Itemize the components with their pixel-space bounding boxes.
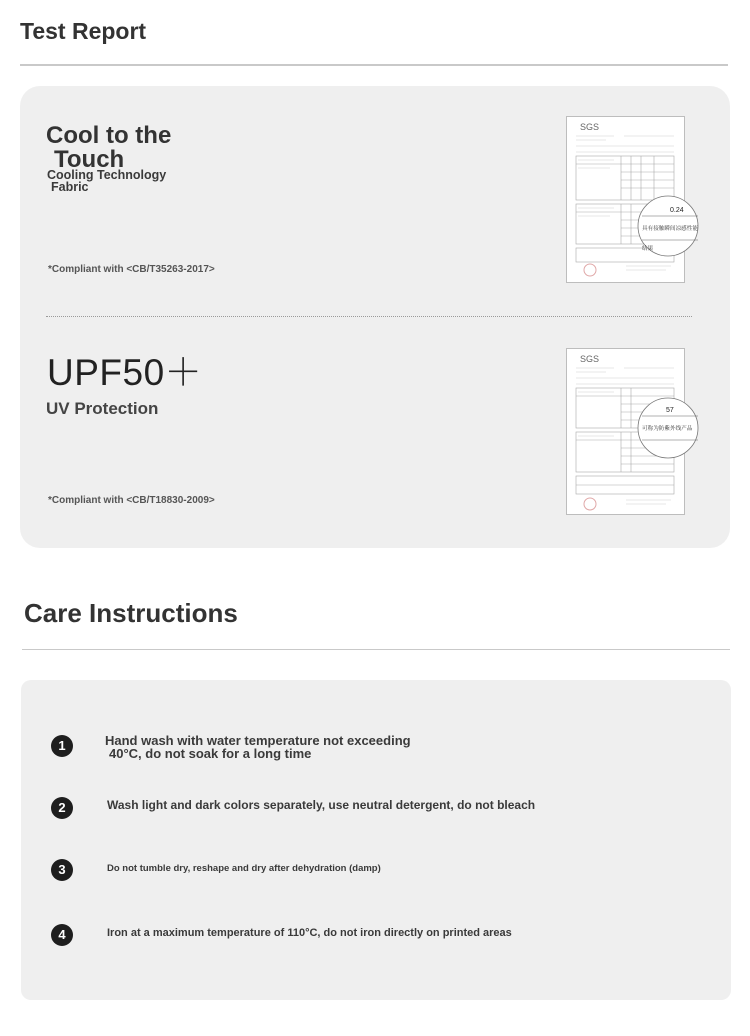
test-report-divider bbox=[20, 64, 728, 66]
sgs-upf-certificate bbox=[566, 348, 693, 518]
care-instructions-panel bbox=[21, 680, 731, 1000]
cert1-value: 0.24 bbox=[670, 207, 684, 214]
cooling-tech-subtitle bbox=[47, 169, 197, 193]
cool-touch-heading-line1: Cool to the bbox=[46, 122, 172, 149]
care-item bbox=[21, 858, 731, 888]
test-report-title: Test Report bbox=[20, 18, 147, 44]
cool-compliance-note: *Compliant with <CB/T35263-2017> bbox=[48, 264, 215, 275]
care-text-line1: Hand wash with water temperature not exceeding bbox=[105, 733, 411, 748]
cooling-tech-line2: Fabric bbox=[51, 180, 89, 194]
care-instructions-title: Care Instructions bbox=[24, 598, 238, 628]
sgs-cooling-certificate bbox=[566, 116, 698, 286]
step-number-badge: 2 bbox=[51, 797, 73, 819]
care-text bbox=[105, 734, 485, 760]
care-text: Do not tumble dry, reshape and dry after dehydration (damp) bbox=[107, 863, 381, 874]
step-number-badge: 3 bbox=[51, 859, 73, 881]
step-number-badge: 4 bbox=[51, 924, 73, 946]
cooling-tech-line1: Cooling Technology bbox=[47, 168, 167, 182]
care-instructions-divider bbox=[22, 649, 730, 650]
cert1-note: 具有接触瞬间凉感性能 bbox=[642, 226, 698, 232]
care-text: Wash light and dark colors separately, use neutral detergent, do not bleach bbox=[107, 798, 536, 812]
uv-protection-subtitle: UV Protection bbox=[46, 399, 159, 418]
test-report-panel bbox=[20, 86, 730, 548]
cool-touch-heading-line2: Touch bbox=[54, 146, 125, 173]
upf-compliance-note: *Compliant with <CB/T18830-2009> bbox=[48, 495, 215, 506]
care-text-line2: 40°C, do not soak for a long time bbox=[109, 746, 312, 761]
care-item bbox=[21, 923, 731, 953]
section-divider bbox=[46, 316, 692, 317]
care-item bbox=[21, 796, 731, 826]
cert2-value: 57 bbox=[666, 407, 674, 414]
care-item bbox=[21, 734, 731, 764]
cert1-brand: SGS bbox=[580, 122, 600, 132]
cert1-result: 结果 bbox=[642, 246, 654, 252]
cert2-brand: SGS bbox=[580, 354, 600, 364]
cool-touch-heading bbox=[46, 124, 206, 172]
care-text: Iron at a maximum temperature of 110°C, do not iron directly on printed areas bbox=[107, 927, 512, 939]
cert2-note: 可称为防紫外线产品 bbox=[642, 426, 693, 432]
step-number-badge: 1 bbox=[51, 735, 73, 757]
upf50-heading: UPF50＋ bbox=[47, 352, 203, 393]
